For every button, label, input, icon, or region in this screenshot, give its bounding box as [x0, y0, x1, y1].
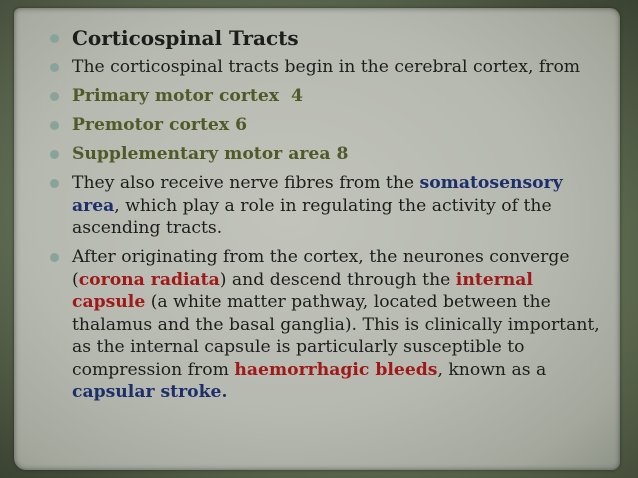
bullet-dot-icon — [50, 63, 59, 72]
bullet-dot-icon — [50, 121, 59, 130]
bullet-dot-icon — [50, 92, 59, 101]
bullet-item-title — [50, 26, 610, 50]
bullet-dot-icon — [50, 179, 59, 188]
bullet-dot-icon — [50, 150, 59, 159]
bullet-item-somatosensory — [50, 172, 610, 240]
bullet-item-premotor — [50, 114, 610, 137]
highlight-corona-radiata: corona radiata — [78, 269, 220, 290]
bullet-text: The corticospinal tracts begin in the cerebral cortex, from — [72, 57, 581, 77]
bullet-text: Corticospinal Tracts — [72, 26, 299, 50]
bullet-text-part: After originating from the cortex, the neurones converge ( — [72, 247, 570, 290]
bullet-text: Primary motor cortex 4 — [72, 86, 303, 107]
highlight-internal-capsule: internal capsule — [72, 269, 533, 313]
bullet-list — [50, 26, 610, 411]
bullet-text-part: , known as a — [437, 359, 558, 380]
bullet-text-part: ) and descend through the — [219, 269, 456, 290]
bullet-item-intro — [50, 56, 610, 79]
highlight-haemorrhagic-bleeds: haemorrhagic bleeds — [234, 359, 438, 380]
bullet-item-pathway — [50, 246, 610, 404]
bullet-dot-icon — [50, 34, 59, 43]
bullet-item-supplementary — [50, 143, 610, 166]
slide-paper — [14, 8, 620, 470]
bullet-text: Premotor cortex 6 — [72, 115, 248, 136]
bullet-dot-icon — [50, 253, 59, 262]
bullet-text-part: They also receive nerve fibres from the — [72, 173, 420, 194]
bullet-text-part: , which play a role in regulating the activity of the ascending tracts. — [72, 195, 552, 239]
bullet-text: Supplementary motor area 8 — [72, 144, 349, 165]
highlight-somatosensory: somatosensory area — [72, 173, 563, 216]
highlight-capsular-stroke: capsular stroke. — [72, 382, 228, 403]
bullet-item-primary-motor — [50, 85, 610, 108]
bullet-text-part: (a white matter pathway, located between the thalamus and the basal ganglia). This is clinically important, as the internal capsule is particularly susceptible to compression from — [72, 292, 600, 380]
